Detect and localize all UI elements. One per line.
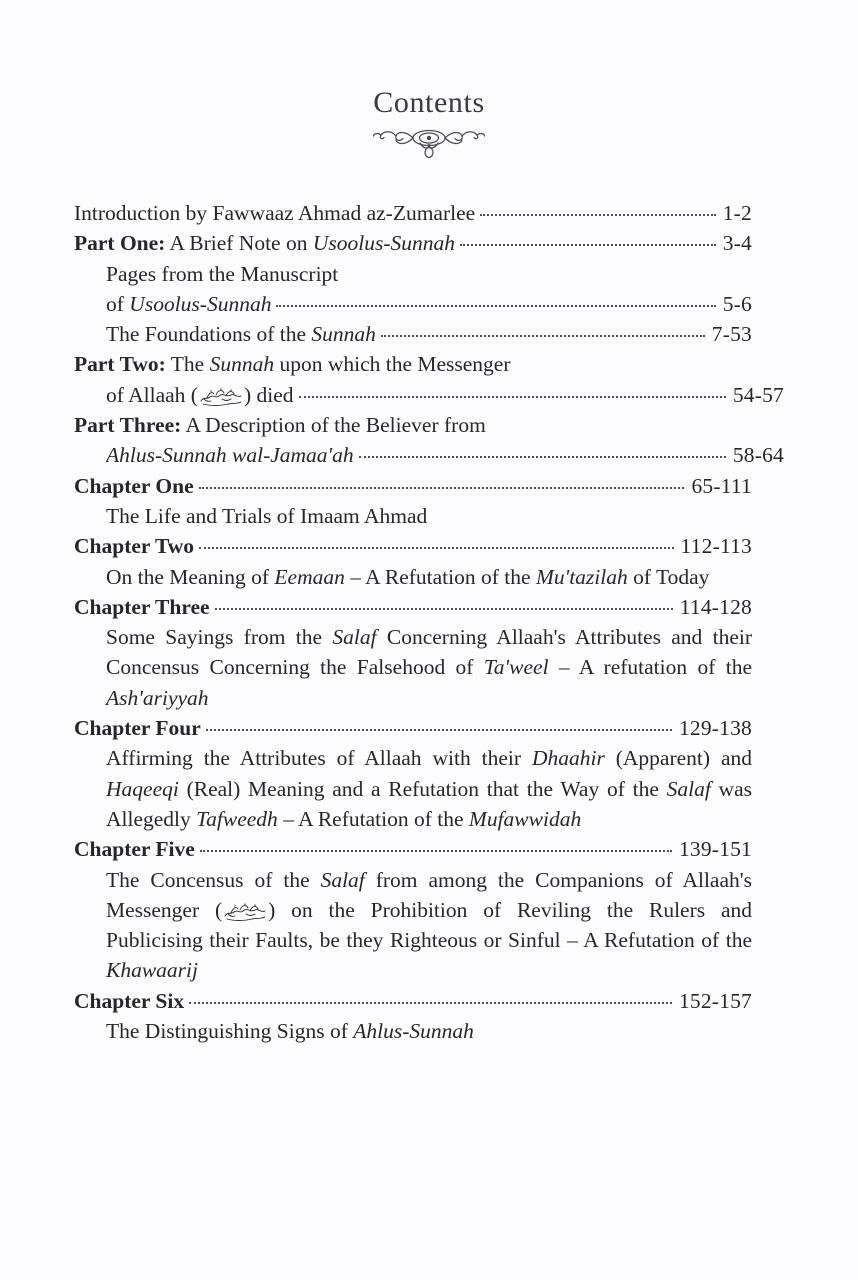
desc-text: Affirming the Attributes of Allaah with their: [106, 746, 532, 771]
desc-text: (Real) Meaning and a Refutation that the Way of the: [178, 776, 667, 801]
desc-italic: Mu'tazilah: [535, 564, 628, 589]
toc-entry-description: [106, 865, 752, 986]
toc-entry-chapter-one[interactable]: [74, 471, 752, 532]
toc-entry-description: [106, 562, 752, 592]
desc-text: of Today: [627, 564, 710, 589]
toc-entry-label-tail: ) died: [243, 382, 294, 407]
toc-entry-label-prefix: of: [106, 291, 130, 316]
desc-text: Some Sayings from the: [106, 625, 333, 650]
toc-entry-label-italic: Sunnah: [311, 322, 376, 347]
toc-entry-part-two[interactable]: [74, 349, 784, 410]
toc-entry-description: The Life and Trials of Imaam Ahmad: [106, 503, 428, 528]
toc-entry-label: Chapter Two: [74, 534, 195, 559]
toc-entry-pages: 3-4: [722, 231, 752, 256]
toc-entry-pages: 7-53: [711, 322, 752, 347]
toc-entry-label-rest: A Brief Note on: [165, 231, 313, 256]
page-title: Contents: [373, 86, 485, 119]
dot-leader: [199, 547, 673, 549]
toc-entry-label-italic: Usoolus-Sunnah: [312, 231, 455, 256]
toc-entry-pages: 65-111: [691, 473, 752, 498]
toc-entry-label: [106, 289, 271, 319]
toc-entry-chapter-six[interactable]: [74, 986, 752, 1047]
dot-leader: [359, 456, 726, 458]
sallallahu-alayhi-wa-sallam-icon: [222, 902, 268, 922]
desc-text: The Concensus of the: [106, 867, 321, 892]
desc-italic: Tafweedh: [196, 806, 278, 831]
toc-entry-pages: 54-57: [732, 382, 784, 407]
page-header: [0, 0, 858, 159]
toc-entry-label-bold: Part One:: [74, 231, 166, 256]
toc-entry-description: [106, 622, 752, 713]
desc-italic: Ash'ariyyah: [106, 685, 209, 710]
toc-entry-label-prefix: The Foundations of the: [106, 322, 312, 347]
toc-entry-chapter-two[interactable]: [74, 531, 752, 592]
toc-entry-label: Chapter Six: [74, 988, 185, 1013]
toc-entry-manuscript-pages[interactable]: [106, 259, 752, 320]
desc-text: (Apparent) and: [604, 746, 753, 771]
desc-italic: Ta'weel: [483, 655, 549, 680]
dot-leader: [215, 608, 673, 610]
toc-entry-pages: 58-64: [732, 443, 784, 468]
desc-text: – A Refutation of the: [344, 564, 536, 589]
dot-leader: [480, 214, 716, 216]
toc-entry-pages: 5-6: [722, 291, 752, 316]
desc-italic: Salaf: [332, 625, 377, 650]
toc-entry-line-1: [74, 410, 752, 440]
desc-italic: Eemaan: [274, 564, 345, 589]
toc-entry-label-italic: Sunnah: [209, 352, 275, 377]
toc-entry-pages: 152-157: [678, 988, 752, 1013]
desc-text: was Allegedly: [106, 776, 752, 831]
desc-italic: Salaf: [320, 867, 365, 892]
toc-entry-label: [106, 319, 376, 349]
toc-entry-part-three[interactable]: [74, 410, 784, 471]
toc-entry-description: [106, 1016, 752, 1046]
dot-leader: [189, 1002, 672, 1004]
toc-entry-label-prefix: of Allaah (: [106, 382, 198, 407]
toc-entry-pages: 139-151: [678, 837, 752, 862]
toc-entry-label: [106, 380, 294, 410]
desc-text: The Distinguishing Signs of: [106, 1019, 354, 1044]
toc-entry-label: Chapter Five: [74, 837, 195, 862]
desc-text: – A Refutation of the: [277, 806, 469, 831]
desc-italic: Mufawwidah: [468, 806, 582, 831]
desc-italic: Ahlus-Sunnah: [353, 1019, 474, 1044]
dot-leader: [200, 850, 672, 852]
desc-text: – A refutation of the: [548, 655, 753, 680]
toc-entry-chapter-three[interactable]: [74, 592, 752, 713]
toc-entry-pages: 1-2: [722, 201, 752, 225]
toc-entry-label-bold: Part Two:: [74, 352, 166, 377]
dot-leader: [460, 244, 716, 246]
toc-entry-label-tail: upon which the Messenger: [274, 352, 511, 377]
sallallahu-alayhi-wa-sallam-icon: [198, 387, 244, 407]
dot-leader: [299, 396, 726, 398]
toc-entry-label-rest: A Description of the Believer from: [181, 413, 486, 438]
toc-entry-part-one[interactable]: [74, 228, 752, 258]
toc-entry-label-rest: The: [165, 352, 210, 377]
dot-leader: [381, 335, 705, 337]
desc-italic: Haqeeqi: [106, 776, 179, 801]
toc-entry-introduction[interactable]: [74, 198, 752, 228]
toc-entry-label: Chapter Four: [74, 716, 201, 741]
toc-entry-chapter-five[interactable]: [74, 834, 752, 985]
toc-entry-pages: 114-128: [679, 594, 752, 619]
toc-entry-label-bold: Part Three:: [74, 413, 182, 438]
toc-entry-pages: 112-113: [680, 534, 752, 559]
dot-leader: [276, 305, 715, 307]
desc-italic: Dhaahir: [531, 746, 605, 771]
flourish-ornament-icon: [370, 125, 488, 159]
toc-entry-foundations-of-the-sunnah[interactable]: [106, 319, 752, 349]
toc-entry-line-1: Pages from the Manuscript: [106, 261, 339, 286]
toc-entry-label: Chapter One: [74, 473, 194, 498]
dot-leader: [206, 729, 672, 731]
toc-entry-line-1: [74, 349, 752, 379]
desc-text: On the Meaning of: [106, 564, 275, 589]
toc-entry-label: Ahlus-Sunnah wal-Jamaa'ah: [106, 443, 354, 468]
toc-entry-label: Introduction by Fawwaaz Ahmad az-Zumarlee: [74, 201, 476, 225]
toc-entry-chapter-four[interactable]: [74, 713, 752, 834]
toc-entry-pages: 129-138: [678, 716, 752, 741]
desc-italic: Khawaarij: [106, 958, 198, 983]
desc-text: ) on the Prohibition of Reviling the Rulers and Publicising their Faults, be they Righteous or Sinful – A Refutation of the: [106, 897, 752, 953]
toc-entry-label-italic: Usoolus-Sunnah: [129, 291, 272, 316]
desc-text: from among the Companions of Allaah's Messenger (: [106, 867, 753, 922]
toc-entry-description: [106, 743, 752, 834]
table-of-contents: [74, 198, 784, 1046]
desc-italic: Salaf: [666, 776, 711, 801]
desc-text: Concerning Allaah's Attributes and their Concensus Concerning the Falsehood of: [106, 625, 753, 680]
dot-leader: [199, 487, 685, 489]
toc-entry-label: Chapter Three: [74, 594, 210, 619]
toc-entry-label: [74, 228, 455, 258]
